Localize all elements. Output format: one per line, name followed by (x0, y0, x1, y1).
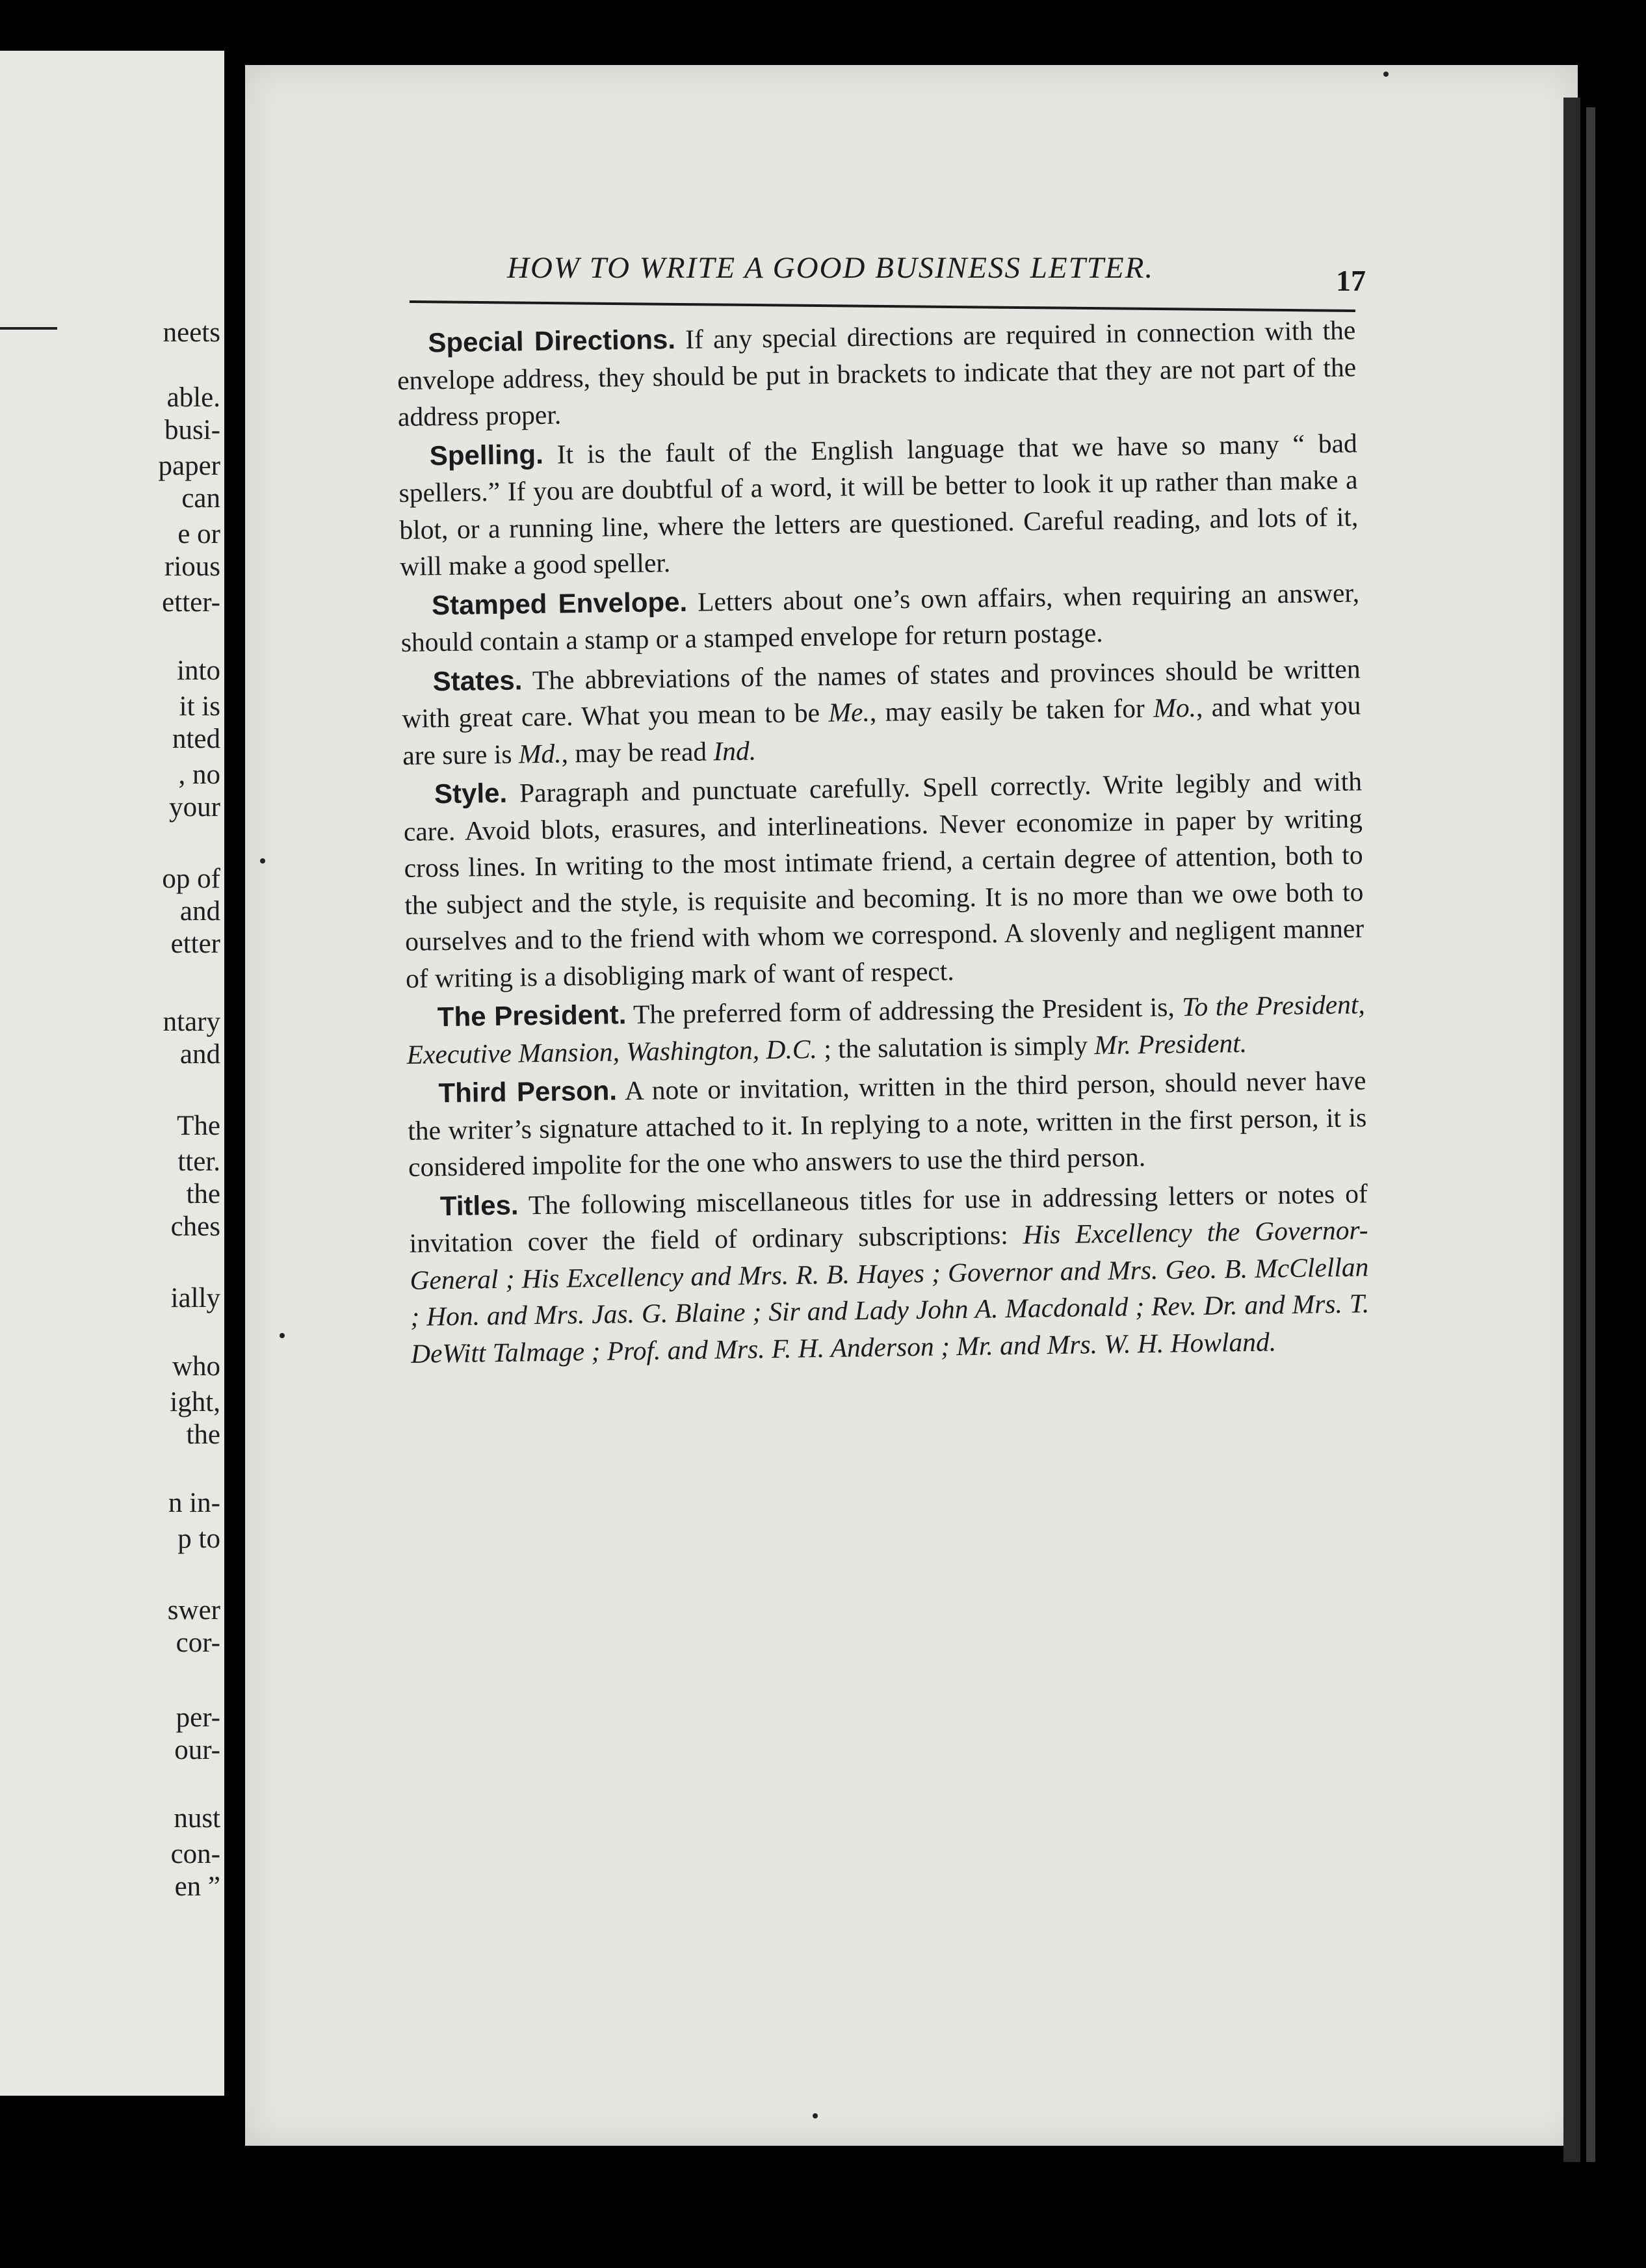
previous-page-line: nted (172, 724, 220, 754)
entry-text-italic: To the President, Executive Mansion, Washington, D.C. (406, 989, 1366, 1070)
running-head: HOW TO WRITE A GOOD BUSINESS LETTER. (507, 251, 1155, 285)
previous-page-line: into (177, 655, 220, 686)
entry-text-italic: Mr. President. (1094, 1027, 1248, 1060)
entry-text: It is the fault of the English language that we have so many “ bad spellers.” If you are doubtful of a word, it will be better to look it up rather than make a blot, or a running line, where the letters are questioned. Careful reading, and lots of it, will make a good speller. (398, 427, 1359, 581)
previous-page-line: etter (170, 929, 220, 959)
entry-paragraph (403, 763, 1365, 997)
entry-text-italic: Me. (828, 696, 870, 728)
previous-page-line: ntary (163, 1007, 220, 1037)
previous-page-line: per- (176, 1702, 220, 1733)
entry-text: A note or invitation, written in the third person, should never have the writer’s signature attached to it. In replying to a note, written in the first person, it is considered impolite for the one who answers to use the third person. (407, 1065, 1367, 1182)
paper-speck (260, 858, 265, 864)
previous-page-line: neets (163, 317, 220, 348)
entry-paragraph (409, 1175, 1370, 1372)
entry-paragraph (400, 574, 1360, 661)
entry-paragraph (406, 986, 1365, 1073)
previous-page-line: our- (174, 1735, 220, 1765)
entry-text-italic: Md. (518, 738, 562, 769)
page-edge-shadow (1586, 107, 1595, 2162)
entry-text: The abbreviations of the names of states and provinces should be written with great care. What you mean to be (402, 653, 1361, 733)
previous-page-line: e or (177, 519, 220, 549)
previous-page-line: paper (158, 451, 220, 481)
book-gutter (224, 0, 245, 2268)
previous-page-line: your (169, 792, 220, 823)
entry-text-italic: Ind. (713, 735, 757, 766)
entry-text: The following miscellaneous titles for use in addressing letters or notes of invitation cover the field of ordinary subscriptions: (409, 1178, 1368, 1258)
previous-page-line: who (172, 1351, 220, 1382)
previous-page-line: op of (162, 864, 220, 894)
previous-page-line: swer (167, 1595, 220, 1626)
entry-text: , and what you are sure is (402, 690, 1361, 771)
previous-page-line: able. (166, 382, 220, 413)
entry-heading: Style. (434, 777, 508, 810)
previous-page-line: p to (177, 1523, 220, 1554)
paper-speck (1383, 72, 1389, 77)
entry-paragraph (398, 425, 1359, 585)
entry-text: The preferred form of addressing the President is, (633, 992, 1182, 1030)
previous-page-line: ight, (170, 1387, 220, 1418)
previous-page-rule (0, 327, 57, 330)
entry-heading: Stamped Envelope. (431, 586, 688, 620)
entry-heading: Spelling. (429, 438, 544, 471)
previous-page-line: and (179, 896, 220, 927)
entry-heading: States. (432, 664, 523, 696)
entry-paragraph (407, 1062, 1367, 1185)
previous-page-line: rious (164, 551, 220, 582)
entry-heading: The President. (437, 999, 627, 1033)
entry-text: , may be read (561, 735, 714, 769)
previous-page-line: it is (179, 691, 220, 722)
entry-text: If any special directions are required in connection with the envelope address, they should be put in brackets to indicate that they are not part of the address proper. (397, 315, 1357, 432)
previous-page-line: The (177, 1111, 220, 1141)
entry-heading: Special Directions. (428, 324, 676, 358)
previous-page-fragment (0, 51, 224, 2096)
page-body (397, 311, 1370, 1374)
entry-paragraph (401, 650, 1361, 774)
entry-text: Letters about one’s own affairs, when requiring an answer, should contain a stamp or a stamped envelope for return postage. (400, 577, 1360, 657)
previous-page-line: the (186, 1179, 220, 1209)
previous-page-line: busi- (164, 415, 220, 445)
previous-page-line: en ” (174, 1871, 220, 1902)
previous-page-line: and (179, 1039, 220, 1070)
previous-page-line: tter. (177, 1146, 220, 1177)
page-number: 17 (1336, 264, 1366, 297)
previous-page-line: etter- (162, 587, 220, 618)
previous-page-line: con- (170, 1839, 220, 1869)
previous-page-line: ches (170, 1211, 220, 1242)
entry-heading: Titles. (439, 1189, 519, 1221)
previous-page-line: can (181, 483, 220, 514)
entry-heading: Third Person. (438, 1075, 618, 1109)
entry-text: ; the salutation is simply (816, 1029, 1095, 1064)
entry-text: Paragraph and punctuate carefully. Spell correctly. Write legibly and with care. Avoid blots, erasures, and interlineations. Never economize in paper by writing cross lines. In writing to the most intimate friend, a certain degree of attention, both to the subject and the style, is requisite and becoming. It is no more than we owe both to ourselves and to the friend with whom we correspond. A slovenly and negligent manner of writing is a disobliging mark of want of respect. (403, 766, 1365, 994)
previous-page-line: the (186, 1419, 220, 1450)
entry-text-italic: His Excellency the Governor-General ; His Excellency and Mrs. R. B. Hayes ; Governor and Mrs. Geo. B. McClellan ; Hon. and Mrs. Jas. G. Blaine ; Sir and Lady John A. Macdonald ; Rev. Dr. and Mrs. T. DeWitt Talmage ; Prof. and Mrs. F. H. Anderson ; Mr. and Mrs. W. H. Howland. (410, 1215, 1370, 1369)
previous-page-line: ially (170, 1283, 220, 1313)
entry-paragraph (397, 311, 1357, 435)
previous-page-line: nust (174, 1803, 220, 1834)
entry-text-italic: Mo. (1153, 692, 1197, 723)
previous-page-line: , no (178, 759, 220, 790)
previous-page-line: cor- (176, 1628, 220, 1658)
paper-speck (813, 2113, 818, 2118)
previous-page-line: n in- (168, 1488, 220, 1518)
page-edge (1563, 98, 1580, 2162)
entry-text: , may easily be taken for (869, 692, 1154, 727)
paper-speck (280, 1333, 285, 1338)
